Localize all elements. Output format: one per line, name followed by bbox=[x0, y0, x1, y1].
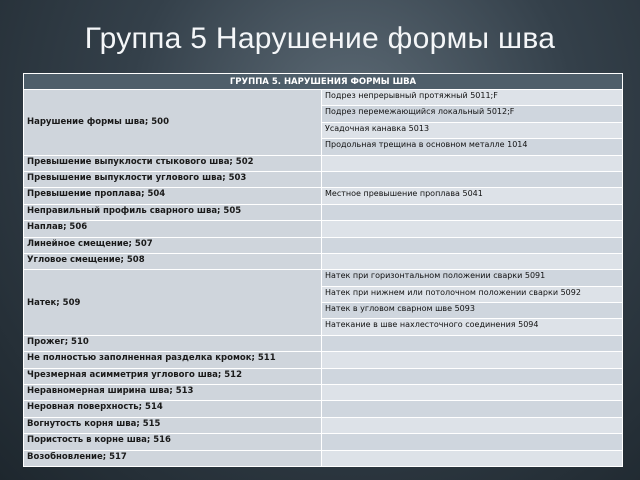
defect-subtype-cell bbox=[322, 417, 623, 433]
table-row bbox=[24, 434, 623, 450]
defect-category-cell: Превышение проплава; 504 bbox=[24, 188, 322, 204]
table-body bbox=[24, 90, 623, 467]
defect-subtype-cell: Натекание в шве нахлесточного соединения 5094 bbox=[322, 319, 623, 335]
defect-subtype-cell bbox=[322, 401, 623, 417]
defect-subtype-cell: Подрез непрерывный протяжный 5011;F bbox=[322, 90, 623, 106]
table-row bbox=[24, 90, 623, 106]
table-row bbox=[24, 417, 623, 433]
defect-subtype-cell: Натек в угловом сварном шве 5093 bbox=[322, 303, 623, 319]
table-row bbox=[24, 188, 623, 204]
table-row bbox=[24, 253, 623, 269]
defect-category-cell: Линейное смещение; 507 bbox=[24, 237, 322, 253]
defect-subtype-cell bbox=[322, 450, 623, 466]
table-row bbox=[24, 155, 623, 171]
table-header-row bbox=[24, 74, 623, 90]
defect-subtype-cell: Подрез перемежающийся локальный 5012;F bbox=[322, 106, 623, 122]
defect-category-cell: Угловое смещение; 508 bbox=[24, 253, 322, 269]
defect-subtype-cell bbox=[322, 171, 623, 187]
table-row bbox=[24, 352, 623, 368]
defect-subtype-cell bbox=[322, 221, 623, 237]
defect-category-cell: Чрезмерная асимметрия углового шва; 512 bbox=[24, 368, 322, 384]
slide-title: Группа 5 Нарушение формы шва bbox=[84, 22, 556, 55]
defect-category-cell: Неправильный профиль сварного шва; 505 bbox=[24, 204, 322, 220]
defects-table-container bbox=[23, 73, 622, 467]
defect-subtype-cell bbox=[322, 253, 623, 269]
table-row bbox=[24, 171, 623, 187]
defect-category-cell: Вогнутость корня шва; 515 bbox=[24, 417, 322, 433]
defect-subtype-cell bbox=[322, 237, 623, 253]
defect-category-cell: Пористость в корне шва; 516 bbox=[24, 434, 322, 450]
table-row bbox=[24, 335, 623, 351]
defect-subtype-cell bbox=[322, 204, 623, 220]
defect-category-cell: Натек; 509 bbox=[24, 270, 322, 336]
table-row bbox=[24, 450, 623, 466]
table-row bbox=[24, 401, 623, 417]
defect-subtype-cell bbox=[322, 368, 623, 384]
defect-subtype-cell: Усадочная канавка 5013 bbox=[322, 122, 623, 138]
defects-table bbox=[23, 73, 623, 467]
defect-subtype-cell bbox=[322, 385, 623, 401]
table-row bbox=[24, 385, 623, 401]
defect-category-cell: Неровная поверхность; 514 bbox=[24, 401, 322, 417]
defect-category-cell: Прожег; 510 bbox=[24, 335, 322, 351]
table-row bbox=[24, 237, 623, 253]
defect-category-cell: Нарушение формы шва; 500 bbox=[24, 90, 322, 156]
defect-category-cell: Неравномерная ширина шва; 513 bbox=[24, 385, 322, 401]
defect-category-cell: Превышение выпуклости стыкового шва; 502 bbox=[24, 155, 322, 171]
defect-category-cell: Наплав; 506 bbox=[24, 221, 322, 237]
defect-subtype-cell: Натек при нижнем или потолочном положении сварки 5092 bbox=[322, 286, 623, 302]
defect-subtype-cell bbox=[322, 335, 623, 351]
table-row bbox=[24, 204, 623, 220]
table-row bbox=[24, 221, 623, 237]
table-header: ГРУППА 5. НАРУШЕНИЯ ФОРМЫ ШВА bbox=[24, 74, 623, 90]
defect-subtype-cell: Местное превышение проплава 5041 bbox=[322, 188, 623, 204]
defect-subtype-cell: Натек при горизонтальном положении сварки 5091 bbox=[322, 270, 623, 286]
defect-subtype-cell bbox=[322, 155, 623, 171]
defect-subtype-cell bbox=[322, 352, 623, 368]
defect-category-cell: Превышение выпуклости углового шва; 503 bbox=[24, 171, 322, 187]
table-row bbox=[24, 368, 623, 384]
table-row bbox=[24, 270, 623, 286]
defect-subtype-cell bbox=[322, 434, 623, 450]
defect-category-cell: Возобновление; 517 bbox=[24, 450, 322, 466]
defect-category-cell: Не полностью заполненная разделка кромок; 511 bbox=[24, 352, 322, 368]
defect-subtype-cell: Продольная трещина в основном металле 1014 bbox=[322, 139, 623, 155]
